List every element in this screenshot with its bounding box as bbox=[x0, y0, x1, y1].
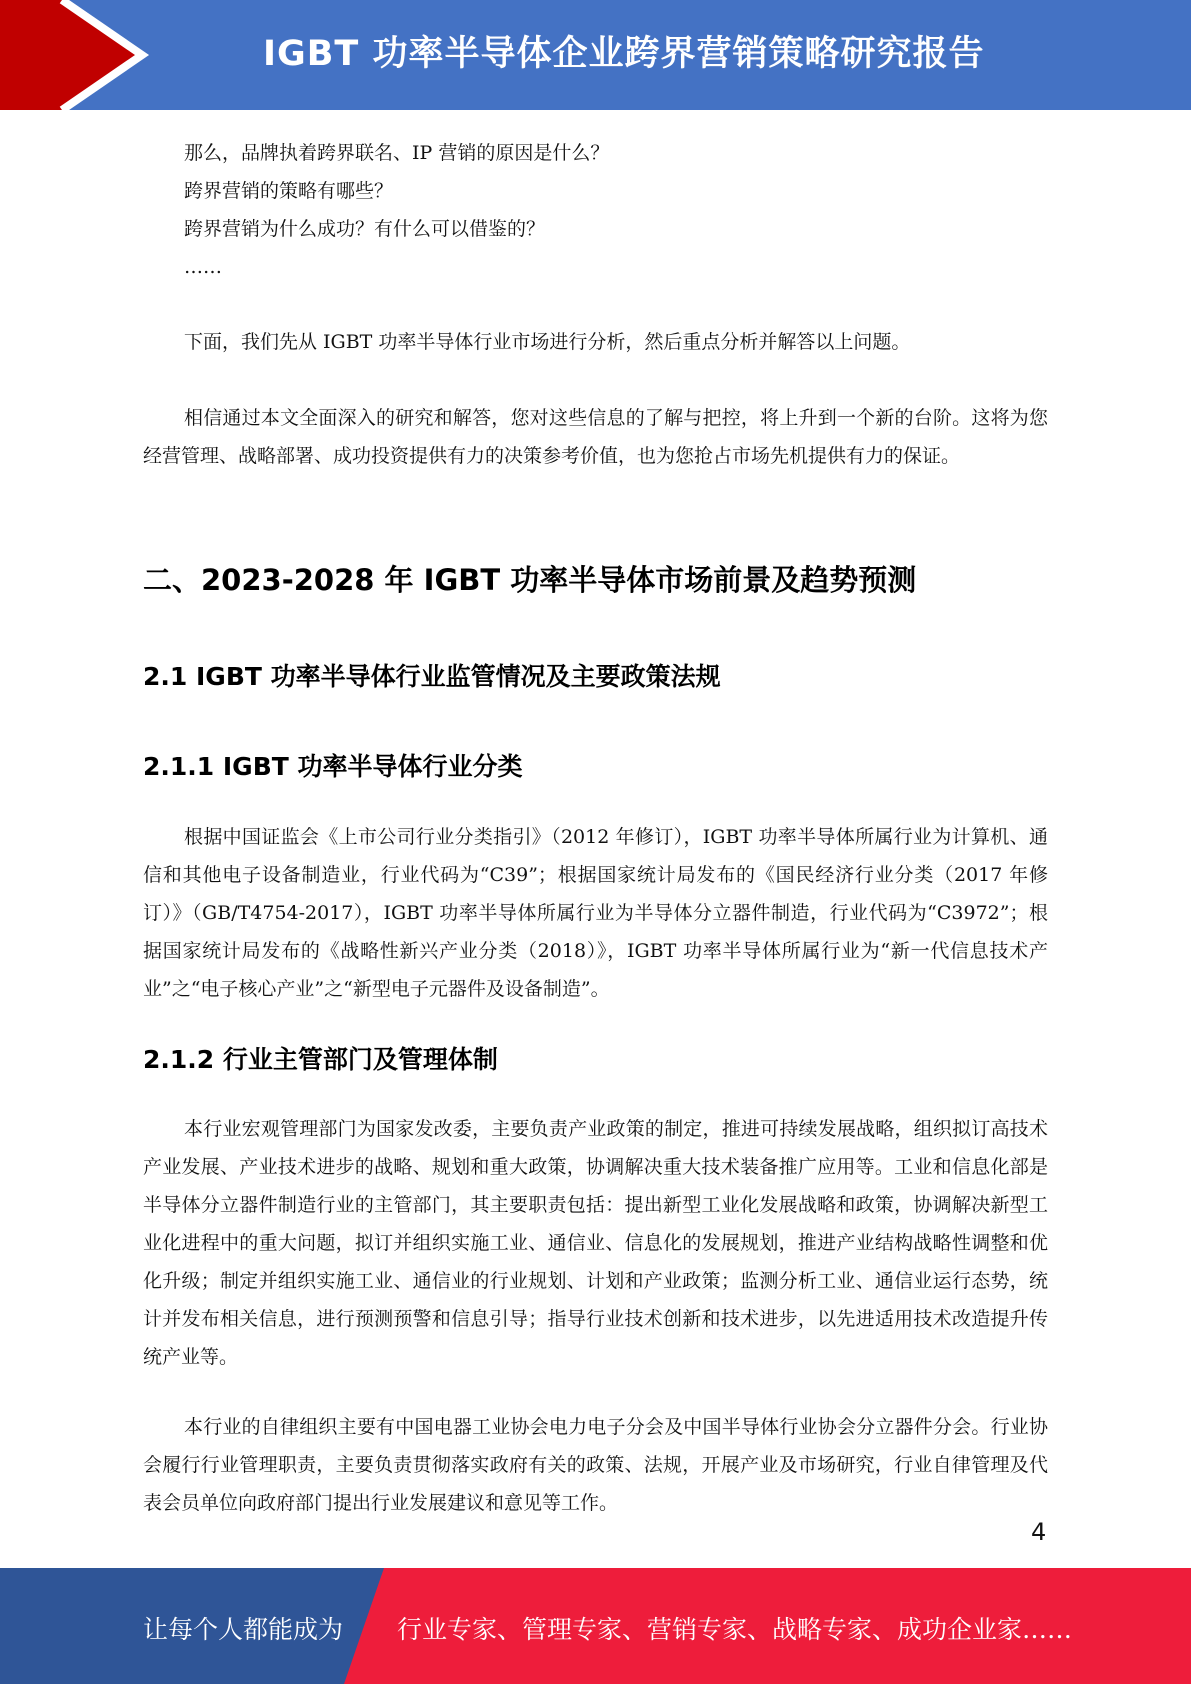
footer-slogan-right: 行业专家、管理专家、营销专家、战略专家、成功企业家…… bbox=[397, 1615, 1073, 1644]
footer-slogan-left: 让每个人都能成为 bbox=[143, 1615, 344, 1644]
report-title: IGBT 功率半导体企业跨界营销策略研究报告 bbox=[263, 34, 985, 74]
section-2-1-1-heading: 2.1.1 IGBT 功率半导体行业分类 bbox=[143, 752, 523, 781]
intro-paragraph-1: 下面，我们先从 IGBT 功率半导体行业市场进行分析，然后重点分析并解答以上问题。 bbox=[184, 331, 911, 353]
management-paragraph-1: 本行业宏观管理部门为国家发改委，主要负责产业政策的制定，推进可持续发展战略，组织拟订高技术产业发展、产业技术进步的战略、规划和重大政策，协调解决重大技术装备推广应用等。工业和信息化部是半导体分立器件制造行业的主管部门，其主要职责包括：提出新型工业化发展战略和政策，协调解决新型工业化进程中的重大问题，拟订并组织实施工业、通信业、信息化的发展规划，推进产业结构战略性调整和优化升级；制定并组织实施工业、通信业的行业规划、计划和产业政策；监测分析工业、通信业运行态势，统计并发布相关信息，进行预测预警和信息引导；指导行业技术创新和技术进步，以先进适用技术改造提升传统产业等。 bbox=[143, 1118, 1048, 1368]
intro-question-3: 跨界营销为什么成功？有什么可以借鉴的？ bbox=[184, 218, 546, 240]
industry-classification-paragraph: 根据中国证监会《上市公司行业分类指引》（2012 年修订），IGBT 功率半导体所属行业为计算机、通信和其他电子设备制造业，行业代码为“C39”；根据国家统计局发布的《国民经济行业分类（2017 年修订）》（GB/T4754-2017），IGBT 功率半导体所属行业为半导体分立器件制造，行业代码为“C3972”；根据国家统计局发布的《战略性新兴产业分类（2018）》，IGBT 功率半导体所属行业为“新一代信息技术产业”之“电子核心产业”之“新型电子元器件及设备制造”。 bbox=[143, 826, 1048, 1000]
section-2-heading: 二、2023-2028 年 IGBT 功率半导体市场前景及趋势预测 bbox=[143, 563, 917, 597]
intro-question-2: 跨界营销的策略有哪些？ bbox=[184, 180, 394, 202]
section-2-1-heading: 2.1 IGBT 功率半导体行业监管情况及主要政策法规 bbox=[143, 662, 721, 691]
section-2-1-2-heading: 2.1.2 行业主管部门及管理体制 bbox=[143, 1045, 498, 1074]
header-red-arrow bbox=[0, 0, 142, 110]
report-header-bar bbox=[0, 0, 1191, 110]
intro-question-1: 那么，品牌执着跨界联名、IP 营销的原因是什么？ bbox=[184, 142, 610, 164]
intro-ellipsis: …… bbox=[184, 256, 222, 278]
report-footer-bar bbox=[0, 1568, 1191, 1684]
page-number: 4 bbox=[1031, 1518, 1047, 1546]
management-paragraph-2: 本行业的自律组织主要有中国电器工业协会电力电子分会及中国半导体行业协会分立器件分会。行业协会履行行业管理职责，主要负责贯彻落实政府有关的政策、法规，开展产业及市场研究，行业自律管理及代表会员单位向政府部门提出行业发展建议和意见等工作。 bbox=[143, 1416, 1048, 1514]
intro-paragraph-2: 相信通过本文全面深入的研究和解答，您对这些信息的了解与把控，将上升到一个新的台阶。这将为您经营管理、战略部署、成功投资提供有力的决策参考价值，也为您抢占市场先机提供有力的保证。 bbox=[143, 407, 1048, 467]
